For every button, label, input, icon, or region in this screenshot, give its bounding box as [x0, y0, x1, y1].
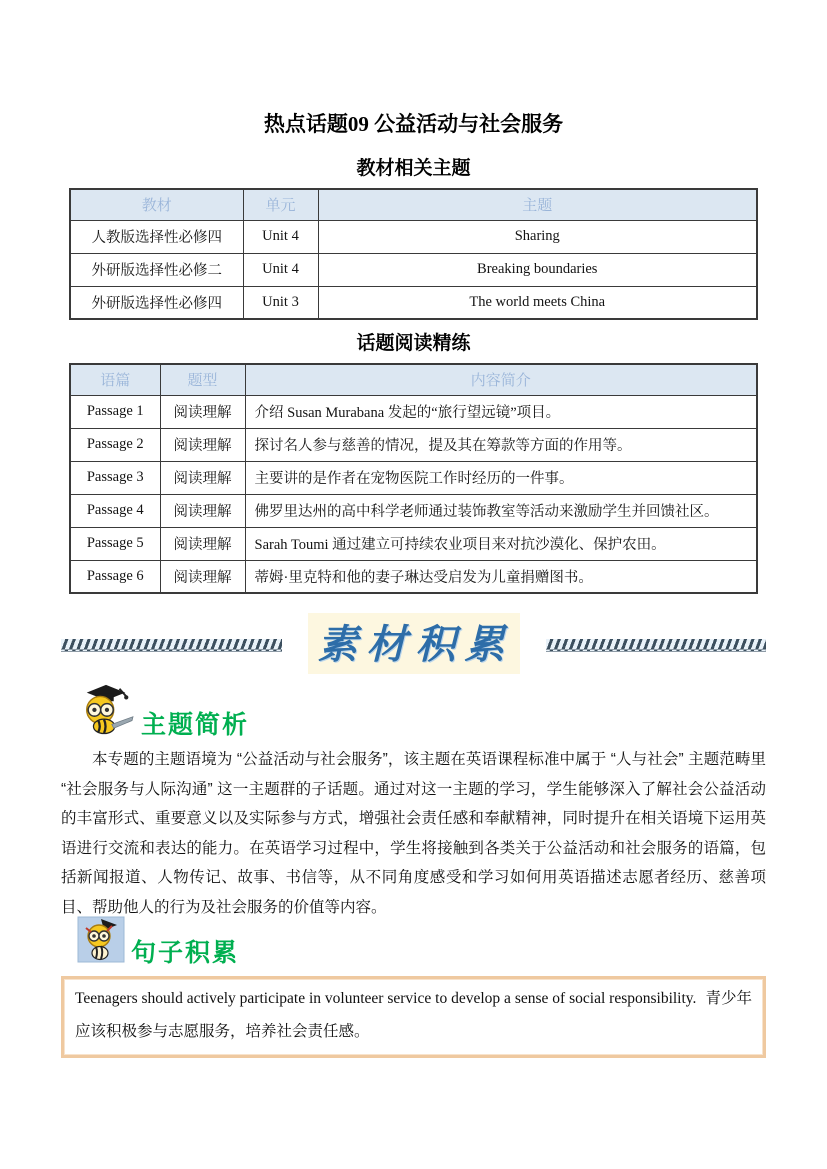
- textbook-theme-table: [69, 188, 758, 320]
- sentence-chinese: 青少年应该积极参与志愿服务，培养社会责任感。: [75, 990, 752, 1040]
- column-header: 题型: [160, 364, 245, 395]
- bee-scholar-on-blue-square-icon: [77, 916, 125, 968]
- table-cell: Sharing: [318, 220, 757, 253]
- table-row: [70, 253, 757, 286]
- theme-analysis-label: 主题简析: [141, 711, 250, 739]
- table-row: [70, 494, 757, 527]
- table-cell: 阅读理解: [160, 560, 245, 593]
- table-row: [70, 560, 757, 593]
- table-cell: Passage 2: [70, 428, 160, 461]
- column-header: 语篇: [70, 364, 160, 395]
- table-row: [70, 461, 757, 494]
- banner-title: 素材积累: [308, 613, 520, 674]
- hatch-divider-left: [61, 639, 282, 652]
- theme-analysis-paragraph: 本专题的主题语境为 “公益活动与社会服务”，该主题在英语课程标准中属于 “人与社会” 主题范畴里 “社会服务与人际沟通” 这一主题群的子话题。通过对这一主题的学习，学生能够深入了解社会公益活动的丰富形式、重要意义以及实际参与方式，增强社会责任感和奉献精神，同时提升在相关语境下运用英语进行交流和表达的能力。在英语学习过程中，学生将接触到各类关于公益活动和社会服务的语篇，包括新闻报道、人物传记、故事、书信等，从不同角度感受和学习如何用英语描述志愿者经历、慈善项目、帮助他人的行为及社会服务的价值等内容。: [61, 751, 766, 916]
- table-header-row: [70, 364, 757, 395]
- table-cell: Unit 4: [243, 220, 318, 253]
- table-header-row: [70, 189, 757, 220]
- table-cell: 佛罗里达州的高中科学老师通过装饰教室等活动来激励学生并回馈社区。: [245, 494, 757, 527]
- table-cell: Passage 4: [70, 494, 160, 527]
- table-row: [70, 395, 757, 428]
- hatch-divider-right: [546, 639, 767, 652]
- column-header: 主题: [318, 189, 757, 220]
- table-cell: Sarah Toumi 通过建立可持续农业项目来对抗沙漠化、保护农田。: [245, 527, 757, 560]
- table-cell: Unit 4: [243, 253, 318, 286]
- table-cell: 人教版选择性必修四: [70, 220, 243, 253]
- table-cell: 主要讲的是作者在宠物医院工作时经历的一件事。: [245, 461, 757, 494]
- table-cell: Unit 3: [243, 286, 318, 319]
- table-cell: 蒂姆·里克特和他的妻子琳达受启发为儿童捐赠图书。: [245, 560, 757, 593]
- table-cell: 介绍 Susan Murabana 发起的“旅行望远镜”项目。: [245, 395, 757, 428]
- table-cell: Passage 1: [70, 395, 160, 428]
- sentence-accumulation-label: 句子积累: [131, 939, 240, 967]
- sentence-example-box: [61, 976, 766, 1058]
- table-row: [70, 527, 757, 560]
- material-accumulation-banner: [61, 618, 766, 668]
- table-cell: Passage 5: [70, 527, 160, 560]
- table-cell: 阅读理解: [160, 428, 245, 461]
- table-cell: 阅读理解: [160, 395, 245, 428]
- table-cell: 阅读理解: [160, 461, 245, 494]
- column-header: 内容简介: [245, 364, 757, 395]
- section-title-reading-practice: 话题阅读精练: [356, 333, 471, 354]
- theme-analysis-heading: [61, 684, 766, 740]
- sentence-accumulation-heading: [61, 916, 766, 968]
- bee-scholar-writing-icon: [77, 681, 135, 740]
- table-cell: 外研版选择性必修四: [70, 286, 243, 319]
- reading-practice-table: [69, 363, 758, 594]
- page-title: 热点话题09 公益活动与社会服务: [263, 112, 564, 136]
- table-cell: The world meets China: [318, 286, 757, 319]
- table-row: [70, 428, 757, 461]
- section-title-textbook-themes: 教材相关主题: [356, 158, 471, 179]
- column-header: 教材: [70, 189, 243, 220]
- table-cell: 阅读理解: [160, 527, 245, 560]
- table-cell: Passage 6: [70, 560, 160, 593]
- table-cell: 阅读理解: [160, 494, 245, 527]
- column-header: 单元: [243, 189, 318, 220]
- table-row: [70, 220, 757, 253]
- table-cell: Breaking boundaries: [318, 253, 757, 286]
- table-cell: 外研版选择性必修二: [70, 253, 243, 286]
- table-cell: Passage 3: [70, 461, 160, 494]
- table-row: [70, 286, 757, 319]
- table-cell: 探讨名人参与慈善的情况，提及其在筹款等方面的作用等。: [245, 428, 757, 461]
- sentence-english: Teenagers should actively participate in volunteer service to develop a sense of social responsibility.: [75, 990, 697, 1007]
